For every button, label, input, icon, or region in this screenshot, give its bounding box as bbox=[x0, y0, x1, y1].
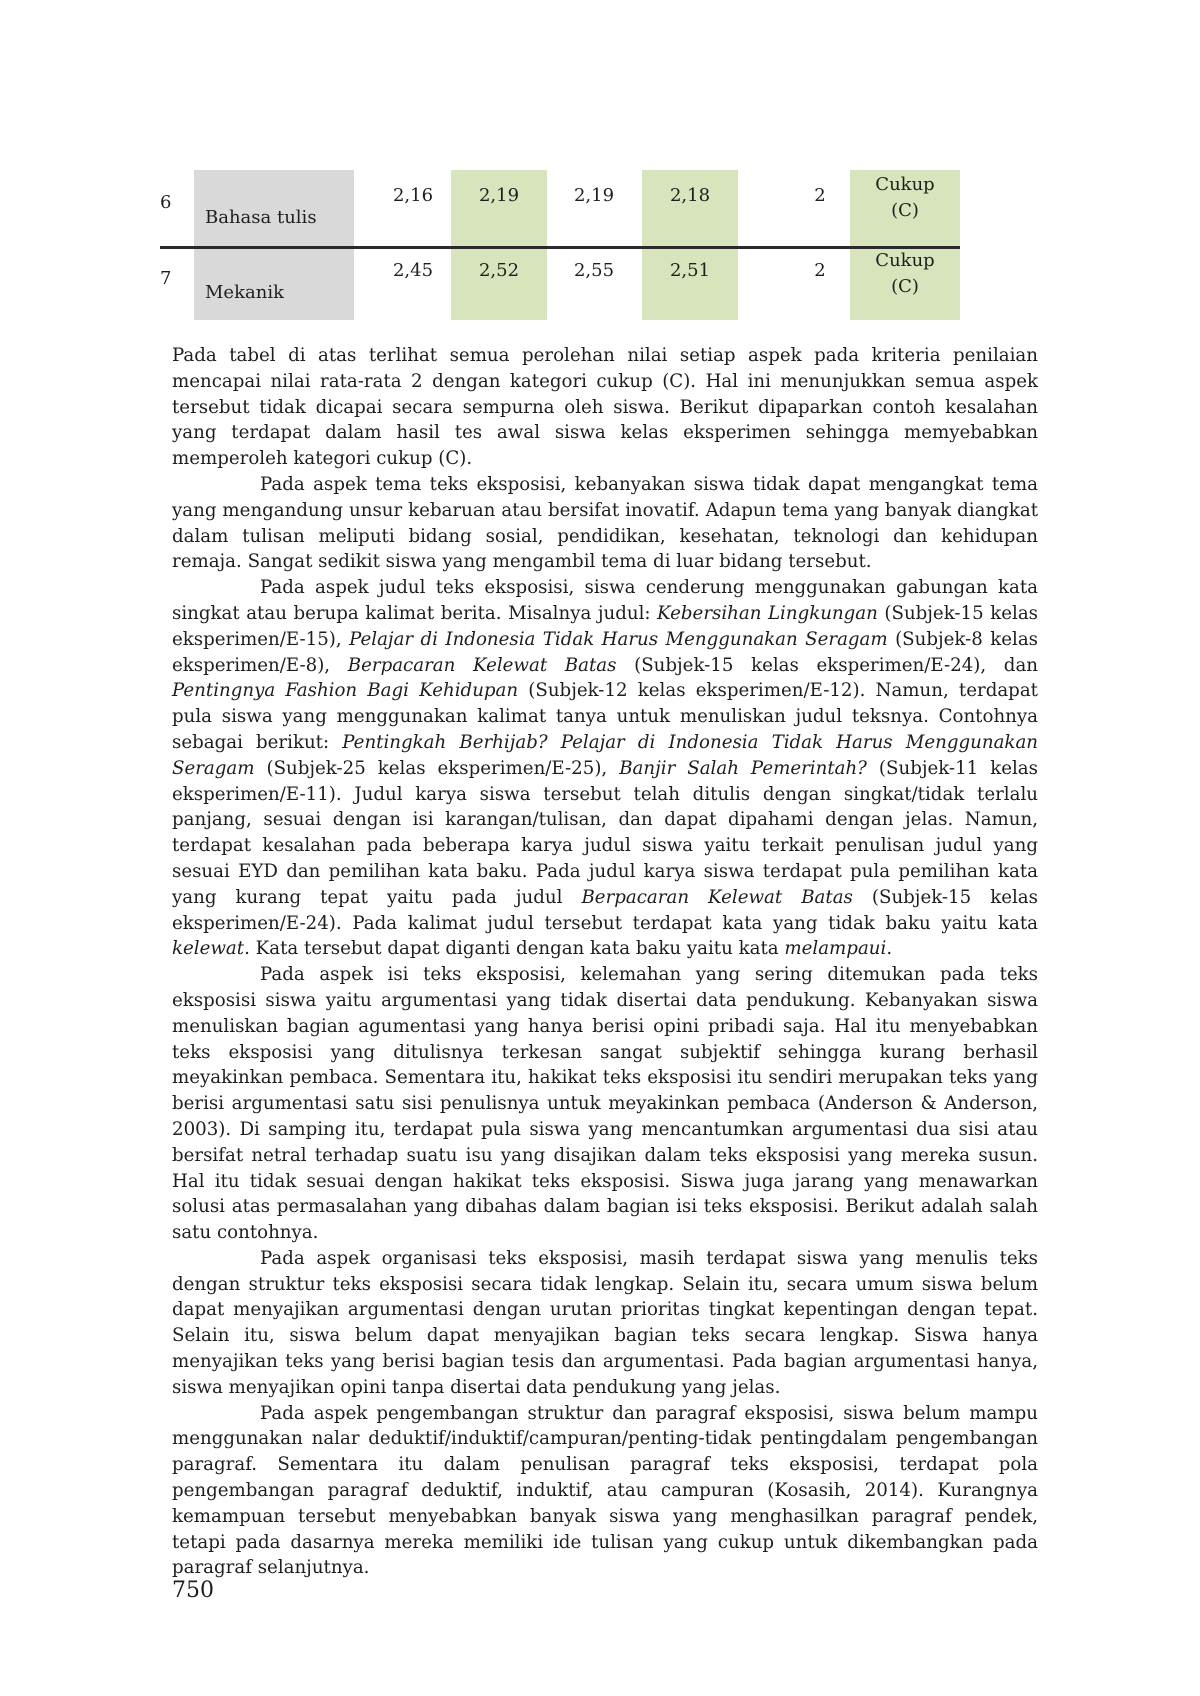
value-cell: 2,55 bbox=[573, 260, 615, 281]
paragraph: Pada aspek organisasi teks eksposisi, masih terdapat siswa yang menulis teks dengan struktur teks eksposisi secara tidak lengkap. Selain itu, secara umum siswa belum dapat menyajikan argumentasi dengan urutan prioritas tingkat kepentingan dengan tepat. Selain itu, siswa belum dapat menyajikan bagian teks secara lengkap. Siswa hanya menyajikan teks yang berisi bagian tesis dan argumentasi. Pada bagian argumentasi hanya, siswa menyajikan opini tanpa disertai data pendukung yang jelas. bbox=[172, 1247, 1038, 1398]
value-cell: 2 bbox=[814, 260, 826, 281]
value-cell: 2,19 bbox=[451, 170, 547, 246]
value-cell: 2,52 bbox=[451, 246, 547, 320]
value-cell: 2,45 bbox=[392, 260, 434, 281]
body-text bbox=[172, 343, 1038, 1581]
row-number: 6 bbox=[160, 192, 172, 213]
category-cell: Cukup (C) bbox=[850, 170, 960, 246]
paragraph: Pada aspek pengembangan struktur dan paragraf eksposisi, siswa belum mampu menggunakan nalar deduktif/induktif/campuran/penting-tidak pentingdalam pengembangan paragraf. Sementara itu dalam penulisan paragraf teks eksposisi, terdapat pola pengembangan paragraf deduktif, induktif, atau campuran (Kosasih, 2014). Kurangnya kemampuan tersebut menyebabkan banyak siswa yang menghasilkan paragraf pendek, tetapi pada dasarnya mereka memiliki ide tulisan yang cukup untuk dikembangkan pada paragraf selanjutnya. bbox=[172, 1402, 1038, 1579]
paragraph: Pada aspek tema teks eksposisi, kebanyakan siswa tidak dapat mengangkat tema yang mengandung unsur kebaruan atau bersifat inovatif. Adapun tema yang banyak diangkat dalam tulisan meliputi bidang sosial, pendidikan, kesehatan, teknologi dan kehidupan remaja. Sangat sedikit siswa yang mengambil tema di luar bidang tersebut. bbox=[172, 473, 1038, 573]
table-row bbox=[160, 246, 960, 320]
value-cell: 2,18 bbox=[642, 170, 738, 246]
aspect-cell: Mekanik bbox=[194, 246, 354, 320]
paragraph: Pada aspek isi teks eksposisi, kelemahan yang sering ditemukan pada teks eksposisi siswa yaitu argumentasi yang tidak disertai data pendukung. Kebanyakan siswa menuliskan bagian agumentasi yang hanya berisi opini pribadi saja. Hal itu menyebabkan teks eksposisi yang ditulisnya terkesan sangat subjektif sehingga kurang berhasil meyakinkan pembaca. Sementara itu, hakikat teks eksposisi itu sendiri merupakan teks yang berisi argumentasi satu sisi penulisnya untuk meyakinkan pembaca (Anderson & Anderson, 2003). Di samping itu, terdapat pula siswa yang mencantumkan argumentasi dua sisi atau bersifat netral terhadap suatu isu yang disajikan dalam teks eksposisi yang mereka susun. Hal itu tidak sesuai dengan hakikat teks eksposisi. Siswa juga jarang yang menawarkan solusi atas permasalahan yang dibahas dalam bagian isi teks eksposisi. Berikut adalah salah satu contohnya. bbox=[172, 964, 1038, 1244]
category-cell: Cukup (C) bbox=[850, 246, 960, 320]
row-number: 7 bbox=[160, 268, 172, 289]
value-cell: 2,51 bbox=[642, 246, 738, 320]
table-row bbox=[160, 170, 960, 246]
table-divider bbox=[160, 246, 960, 249]
value-cell: 2,19 bbox=[573, 185, 615, 206]
paragraph: Pada tabel di atas terlihat semua perolehan nilai setiap aspek pada kriteria penilaian mencapai nilai rata-rata 2 dengan kategori cukup (C). Hal ini menunjukkan semua aspek tersebut tidak dicapai secara sempurna oleh siswa. Berikut dipaparkan contoh kesalahan yang terdapat dalam hasil tes awal siswa kelas eksperimen sehingga memyebabkan memperoleh kategori cukup (C). bbox=[172, 345, 1038, 470]
score-table bbox=[160, 170, 960, 320]
page-number: 750 bbox=[172, 1578, 214, 1603]
paragraph: Pada aspek judul teks eksposisi, siswa cenderung menggunakan gabungan kata singkat atau berupa kalimat berita. Misalnya judul: Kebersihan Lingkungan (Subjek-15 kelas eksperimen/E-15), Pelajar di Indonesia Tidak Harus Menggunakan Seragam (Subjek-8 kelas eksperimen/E-8), Berpacaran Kelewat Batas (Subjek-15 kelas eksperimen/E-24), dan Pentingnya Fashion Bagi Kehidupan (Subjek-12 kelas eksperimen/E-12). Namun, terdapat pula siswa yang menggunakan kalimat tanya untuk menuliskan judul teksnya. Contohnya sebagai berikut: Pentingkah Berhijab? Pelajar di Indonesia Tidak Harus Menggunakan Seragam (Subjek-25 kelas eksperimen/E-25), Banjir Salah Pemerintah? (Subjek-11 kelas eksperimen/E-11). Judul karya siswa tersebut telah ditulis dengan singkat/tidak terlalu panjang, sesuai dengan isi karangan/tulisan, dan dapat dipahami dengan jelas. Namun, terdapat kesalahan pada beberapa karya judul siswa yaitu terkait penulisan judul yang sesuai EYD dan pemilihan kata baku. Pada judul karya siswa terdapat pula pemilihan kata yang kurang tepat yaitu pada judul Berpacaran Kelewat Batas (Subjek-15 kelas eksperimen/E-24). Pada kalimat judul tersebut terdapat kata yang tidak baku yaitu kata kelewat. Kata tersebut dapat diganti dengan kata baku yaitu kata melampaui. bbox=[172, 577, 1039, 960]
aspect-cell: Bahasa tulis bbox=[194, 170, 354, 246]
value-cell: 2,16 bbox=[392, 185, 434, 206]
value-cell: 2 bbox=[814, 185, 826, 206]
